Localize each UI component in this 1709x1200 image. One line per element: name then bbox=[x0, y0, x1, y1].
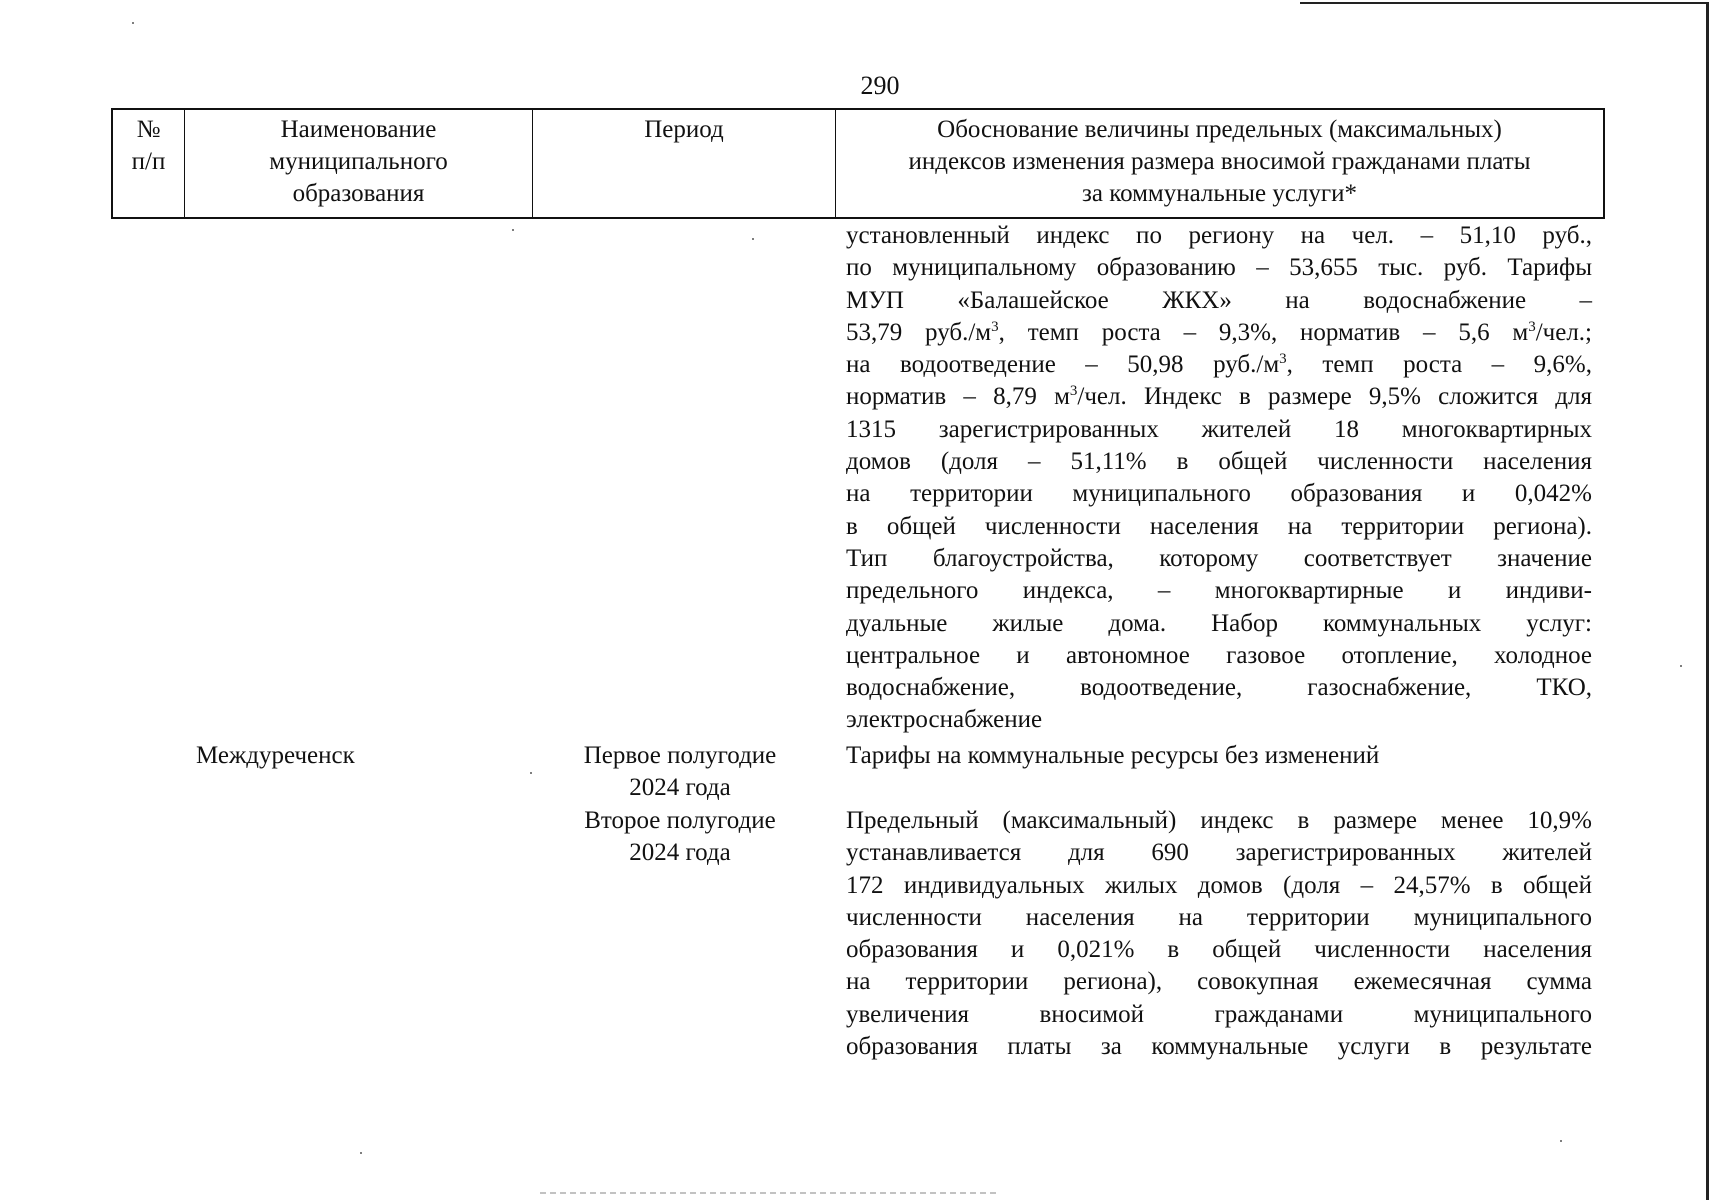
header-col-number-line: № bbox=[136, 116, 161, 143]
header-col-number-line: п/п bbox=[131, 148, 166, 175]
period-line: Первое полугодие bbox=[583, 742, 777, 769]
text-line: на территории муниципального образования и 0,042% bbox=[846, 480, 1592, 508]
header-col-period-line: Период bbox=[644, 116, 724, 143]
header-col-basis-line: индексов изменения размера вносимой гражданами платы bbox=[908, 148, 1531, 175]
municipality-name: Междуреченск bbox=[196, 742, 355, 769]
page-number: 290 bbox=[860, 71, 900, 100]
text-line: устанавливается для 690 зарегистрированных жителей bbox=[846, 839, 1592, 867]
header-col-basis bbox=[836, 110, 1603, 217]
basis-second-half bbox=[846, 805, 1592, 1063]
header-col-municipality-line: образования bbox=[292, 180, 425, 207]
period-first-half bbox=[560, 740, 800, 804]
scan-speck bbox=[752, 238, 754, 240]
scan-speck bbox=[132, 22, 134, 24]
scan-speck bbox=[1680, 665, 1682, 667]
text-line: увеличения вносимой гражданами муниципального bbox=[846, 1000, 1592, 1028]
text-line: на территории региона), совокупная ежемесячная сумма bbox=[846, 968, 1592, 996]
text-line: предельного индекса, – многоквартирные и индиви- bbox=[846, 577, 1592, 605]
header-col-municipality bbox=[185, 110, 533, 217]
scan-speck bbox=[530, 772, 532, 774]
table-header bbox=[111, 108, 1605, 219]
text-line: 53,79 $руб./м^3$, темп роста – 9,3%, норматив – 5,6 $м^3$/чел.; bbox=[846, 318, 1593, 346]
basis-continuation-text bbox=[846, 220, 1592, 737]
text-line: образования платы за коммунальные услуги в результате bbox=[846, 1033, 1592, 1061]
text-line: на водоотведение – 50,98 $руб./м^3$, темп роста – 9,6%, bbox=[846, 351, 1592, 379]
text-line: норматив – 8,79 $м^3$/чел. Индекс в размере 9,5% сложится для bbox=[846, 383, 1592, 411]
text-line: домов (доля – 51,11% в общей численности населения bbox=[846, 448, 1592, 476]
text-line: центральное и автономное газовое отопление, холодное bbox=[846, 641, 1592, 669]
text-line: МУП «Балашейское ЖКХ» на водоснабжение – bbox=[846, 286, 1592, 314]
header-col-number bbox=[113, 110, 185, 217]
text-line: электроснабжение bbox=[846, 706, 1043, 734]
scan-speck bbox=[512, 229, 514, 231]
period-line: 2024 года bbox=[629, 774, 731, 801]
period-second-half bbox=[560, 805, 800, 869]
period-line: 2024 года bbox=[629, 839, 731, 866]
text-line: по муниципальному образованию – 53,655 тыс. руб. Тарифы bbox=[846, 254, 1592, 282]
period-line: Второе полугодие bbox=[584, 807, 776, 834]
header-col-municipality-line: Наименование bbox=[280, 116, 437, 143]
text-line: установленный индекс по региону на чел. – 51,10 руб., bbox=[846, 222, 1592, 249]
scan-edge-top bbox=[1300, 2, 1709, 4]
header-col-basis-line: за коммунальные услуги* bbox=[1081, 180, 1358, 207]
text-line: Тип благоустройства, которому соответствует значение bbox=[846, 544, 1592, 572]
text-line: 172 индивидуальных жилых домов (доля – 24,57% в общей bbox=[846, 871, 1592, 899]
text-line: численности населения на территории муниципального bbox=[846, 903, 1592, 931]
scan-speck bbox=[1560, 1140, 1562, 1142]
header-col-municipality-line: муниципального bbox=[269, 148, 448, 175]
text-line: Предельный (максимальный) индекс в размере менее 10,9% bbox=[846, 807, 1592, 834]
text-line: 1315 зарегистрированных жителей 18 многоквартирных bbox=[846, 415, 1592, 443]
text-line: Тарифы на коммунальные ресурсы без изменений bbox=[846, 742, 1380, 769]
text-line: водоснабжение, водоотведение, газоснабжение, ТКО, bbox=[846, 674, 1592, 702]
text-line: дуальные жилые дома. Набор коммунальных услуг: bbox=[846, 609, 1592, 637]
scan-footer-noise bbox=[540, 1192, 1000, 1194]
header-col-basis-line: Обоснование величины предельных (максимальных) bbox=[937, 116, 1502, 143]
header-col-period bbox=[533, 110, 836, 217]
text-line: в общей численности населения на территории региона). bbox=[846, 512, 1592, 540]
text-line: образования и 0,021% в общей численности населения bbox=[846, 936, 1592, 964]
basis-first-half bbox=[846, 740, 1592, 772]
scan-speck bbox=[360, 1152, 362, 1154]
